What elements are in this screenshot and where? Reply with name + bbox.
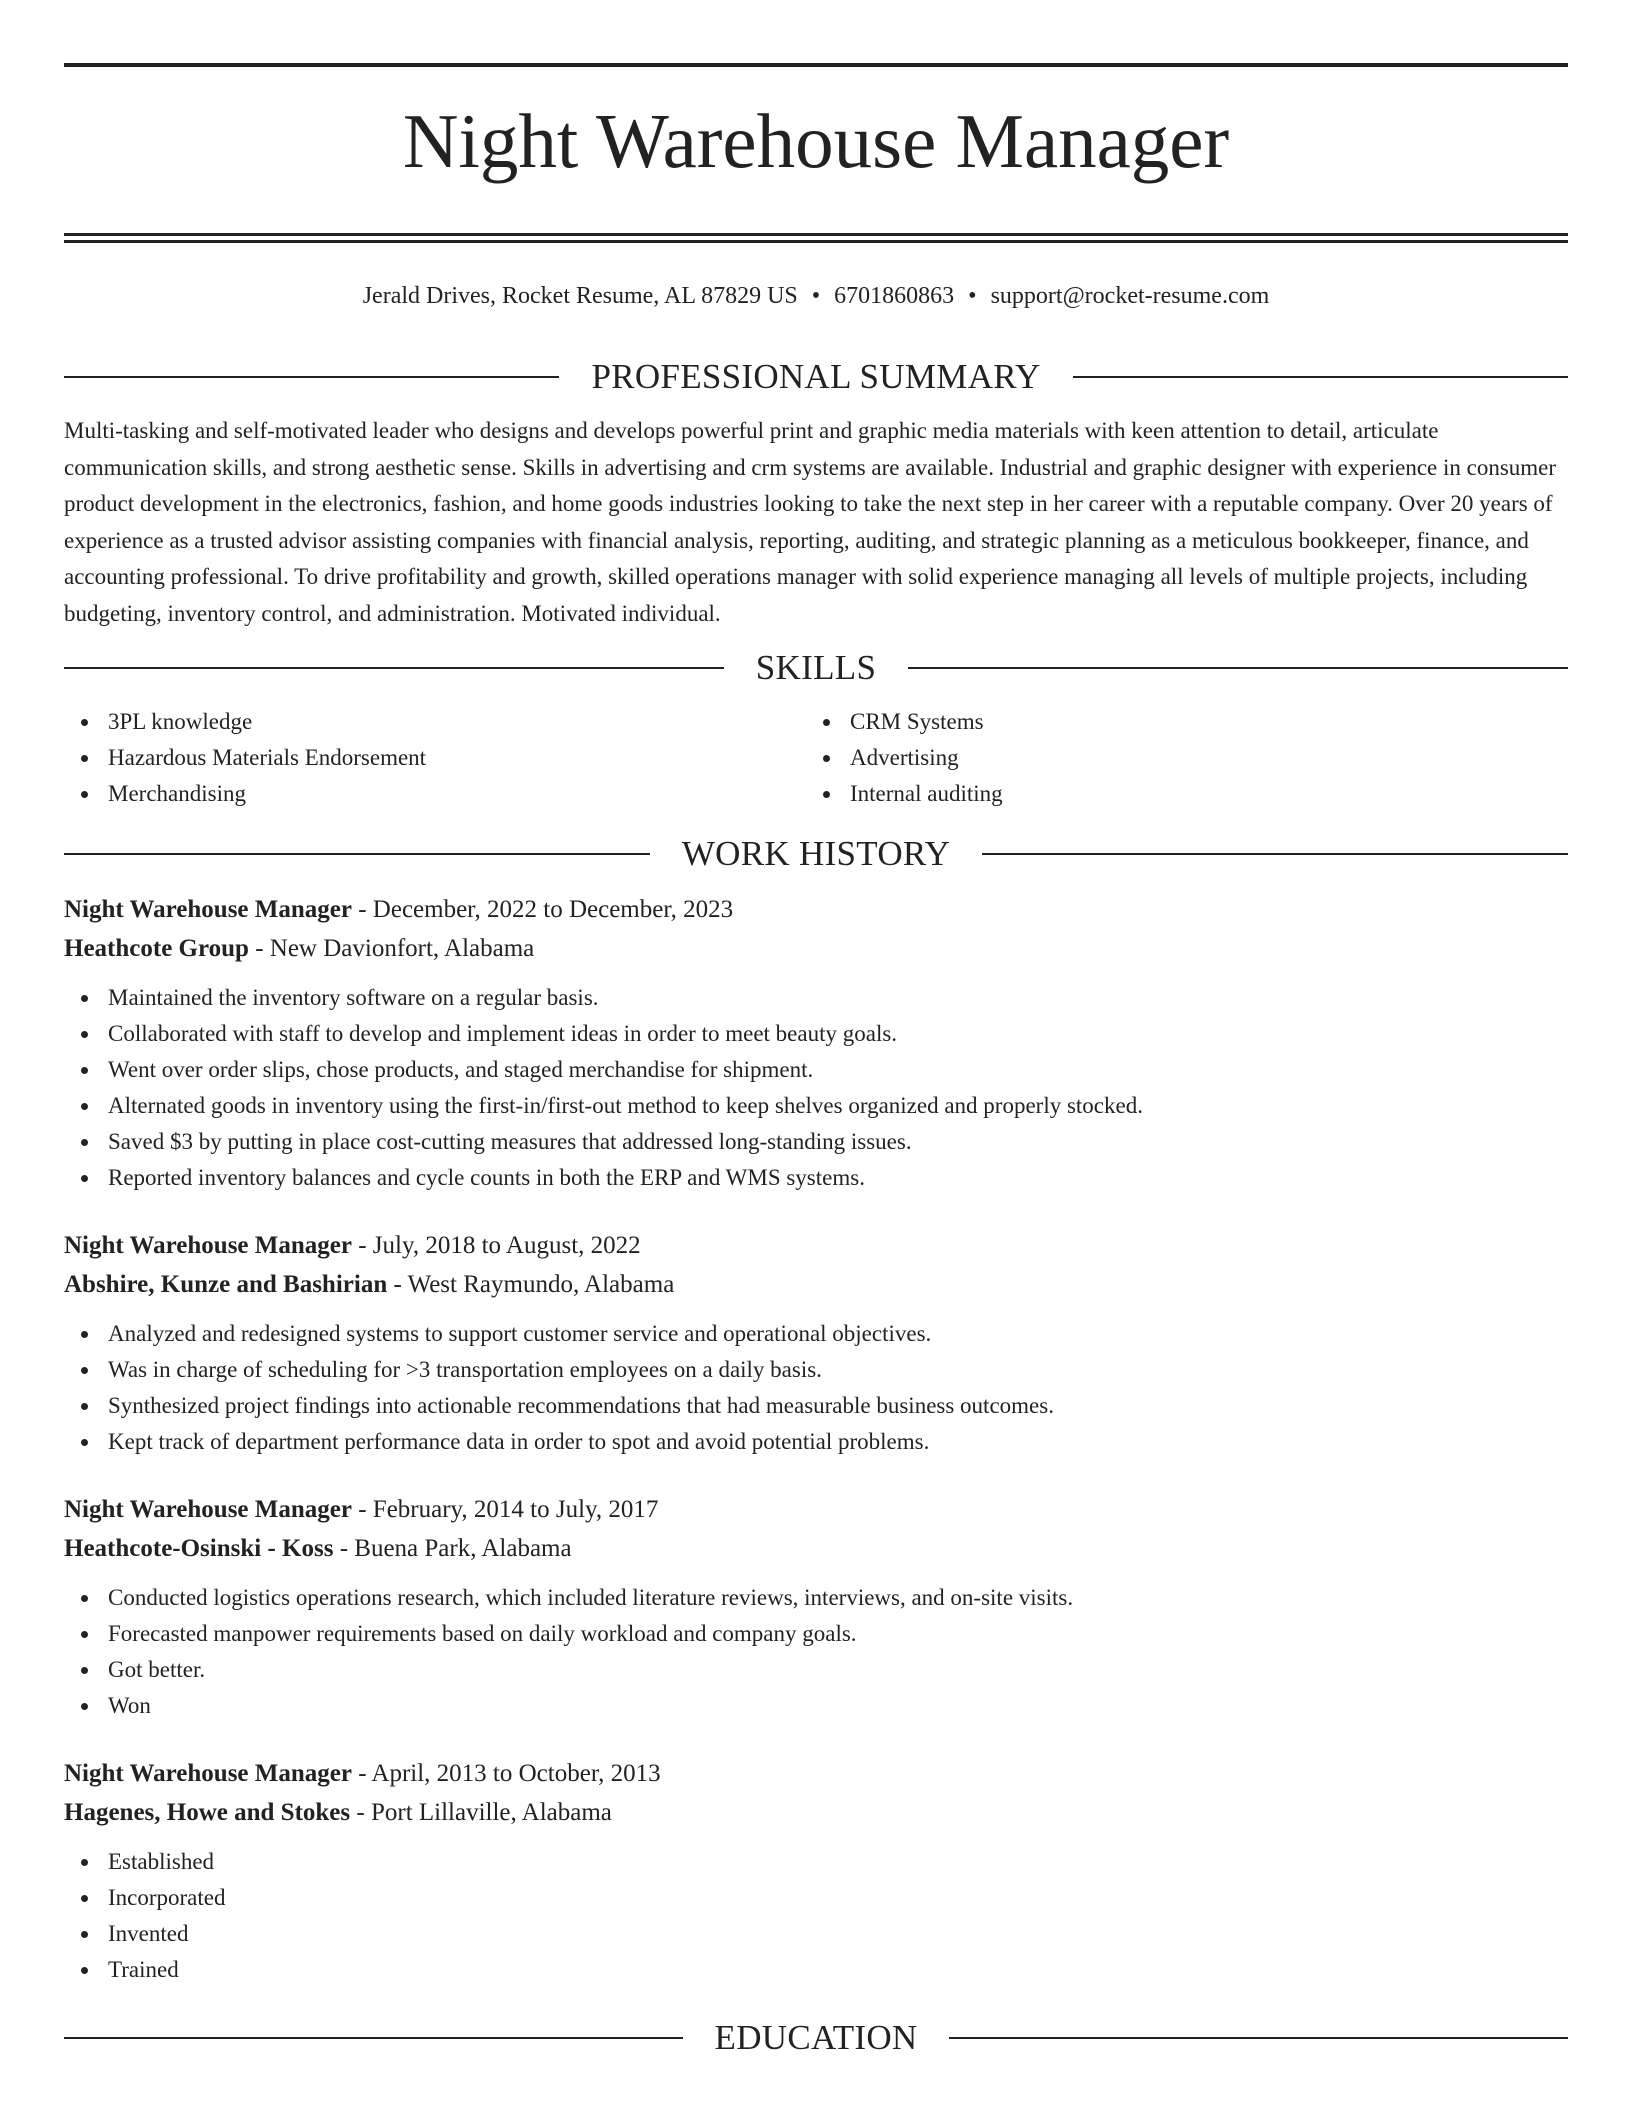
- job-title-line: [64, 1226, 1568, 1265]
- section-header-work: [64, 834, 1568, 874]
- job-title-line: [64, 1754, 1568, 1793]
- job-company-line: [64, 1265, 1568, 1304]
- job-bullet: Incorporated: [64, 1880, 1568, 1916]
- job-bullets: [64, 1844, 1568, 1988]
- job-dates: - February, 2014 to July, 2017: [351, 1496, 659, 1523]
- job-company: Hagenes, Howe and Stokes: [64, 1799, 351, 1826]
- contact-address: Jerald Drives, Rocket Resume, AL 87829 US: [362, 283, 798, 309]
- job-entry: [64, 1754, 1568, 1988]
- job-title: Night Warehouse Manager: [64, 896, 352, 923]
- job-location: - Buena Park, Alabama: [333, 1535, 572, 1562]
- job-dates: - April, 2013 to October, 2013: [351, 1760, 661, 1787]
- job-location: - Port Lillaville, Alabama: [350, 1799, 612, 1826]
- job-bullets: [64, 980, 1568, 1196]
- job-bullet: Synthesized project findings into actionable recommendations that had measurable business outcomes.: [64, 1388, 1568, 1424]
- job-title: Night Warehouse Manager: [64, 1232, 352, 1259]
- resume-title: Night Warehouse Manager: [402, 98, 1230, 184]
- section-rule: [64, 853, 650, 855]
- job-title: Night Warehouse Manager: [64, 1760, 352, 1787]
- job-company-line: [64, 929, 1568, 968]
- section-title-work: WORK HISTORY: [681, 834, 951, 873]
- contact-line: [64, 281, 1568, 311]
- section-rule: [982, 853, 1568, 855]
- job-location: - New Davionfort, Alabama: [248, 935, 535, 962]
- job-entry: [64, 1226, 1568, 1460]
- job-bullet: Went over order slips, chose products, and staged merchandise for shipment.: [64, 1052, 1568, 1088]
- job-title: Night Warehouse Manager: [64, 1496, 352, 1523]
- skill-item: Advertising: [806, 740, 1548, 776]
- job-bullet: Trained: [64, 1952, 1568, 1988]
- section-header-summary: [64, 357, 1568, 397]
- job-location: - West Raymundo, Alabama: [387, 1271, 675, 1298]
- job-bullet: Forecasted manpower requirements based on daily workload and company goals.: [64, 1616, 1568, 1652]
- skill-item: Merchandising: [64, 776, 806, 812]
- job-dates: - July, 2018 to August, 2022: [351, 1232, 641, 1259]
- summary-text: Multi-tasking and self-motivated leader who designs and develops powerful print and graphic media materials with keen attention to detail, articulate communication skills, and strong aesthetic sense. Skills in advertising and crm systems are available. Industrial and graphic designer with experience in consumer product development in the electronics, fashion, and home goods industries looking to take the next step in her career with a reputable company. Over 20 years of experience as a trusted advisor assisting companies with financial analysis, reporting, auditing, and strategic planning as a meticulous bookkeeper, finance, and accounting professional. To drive profitability and growth, skilled operations manager with solid experience managing all levels of multiple projects, including budgeting, inventory control, and administration. Motivated individual.: [64, 418, 1557, 626]
- job-bullet: Reported inventory balances and cycle counts in both the ERP and WMS systems.: [64, 1160, 1568, 1196]
- job-bullet: Conducted logistics operations research, which included literature reviews, interviews, and on-site visits.: [64, 1580, 1568, 1616]
- skill-item: Hazardous Materials Endorsement: [64, 740, 806, 776]
- section-title-skills: SKILLS: [755, 648, 877, 687]
- job-entry: [64, 1490, 1568, 1724]
- skills-column-right: [806, 704, 1548, 812]
- job-bullet: Won: [64, 1688, 1568, 1724]
- job-bullet: Was in charge of scheduling for >3 transportation employees on a daily basis.: [64, 1352, 1568, 1388]
- job-bullet: Collaborated with staff to develop and implement ideas in order to meet beauty goals.: [64, 1016, 1568, 1052]
- job-company-line: [64, 1529, 1568, 1568]
- job-bullet: Saved $3 by putting in place cost-cutting measures that addressed long-standing issues.: [64, 1124, 1568, 1160]
- section-rule: [1073, 376, 1568, 378]
- job-company-line: [64, 1793, 1568, 1832]
- job-company: Heathcote-Osinski - Koss: [64, 1535, 334, 1562]
- job-title-line: [64, 890, 1568, 929]
- section-title-education: EDUCATION: [714, 2018, 918, 2057]
- job-company: Abshire, Kunze and Bashirian: [64, 1271, 388, 1298]
- job-bullet: Established: [64, 1844, 1568, 1880]
- section-header-education: [64, 2018, 1568, 2058]
- title-double-rule: [64, 233, 1568, 243]
- section-rule: [949, 2037, 1568, 2039]
- section-header-skills: [64, 648, 1568, 688]
- job-bullets: [64, 1316, 1568, 1460]
- job-bullet: Got better.: [64, 1652, 1568, 1688]
- resume-page: [64, 0, 1568, 2058]
- skill-item: CRM Systems: [806, 704, 1548, 740]
- job-bullet: Maintained the inventory software on a regular basis.: [64, 980, 1568, 1016]
- contact-email: support@rocket-resume.com: [990, 283, 1270, 309]
- job-bullet: Kept track of department performance data in order to spot and avoid potential problems.: [64, 1424, 1568, 1460]
- job-bullet: Invented: [64, 1916, 1568, 1952]
- section-title-summary: PROFESSIONAL SUMMARY: [591, 357, 1041, 396]
- contact-separator: •: [811, 283, 821, 309]
- job-title-line: [64, 1490, 1568, 1529]
- skill-item: 3PL knowledge: [64, 704, 806, 740]
- section-rule: [908, 667, 1568, 669]
- section-rule: [64, 2037, 683, 2039]
- contact-phone: 6701860863: [834, 283, 955, 309]
- section-rule: [64, 376, 559, 378]
- skills-column-left: [64, 704, 806, 812]
- skill-item: Internal auditing: [806, 776, 1548, 812]
- job-bullet: Alternated goods in inventory using the first-in/first-out method to keep shelves organized and properly stocked.: [64, 1088, 1568, 1124]
- job-entry: [64, 890, 1568, 1196]
- job-bullet: Analyzed and redesigned systems to support customer service and operational objectives.: [64, 1316, 1568, 1352]
- job-bullets: [64, 1580, 1568, 1724]
- contact-separator: •: [968, 283, 977, 309]
- skills-list: [64, 704, 1568, 812]
- job-dates: - December, 2022 to December, 2023: [351, 896, 734, 923]
- section-rule: [64, 667, 724, 669]
- job-company: Heathcote Group: [64, 935, 249, 962]
